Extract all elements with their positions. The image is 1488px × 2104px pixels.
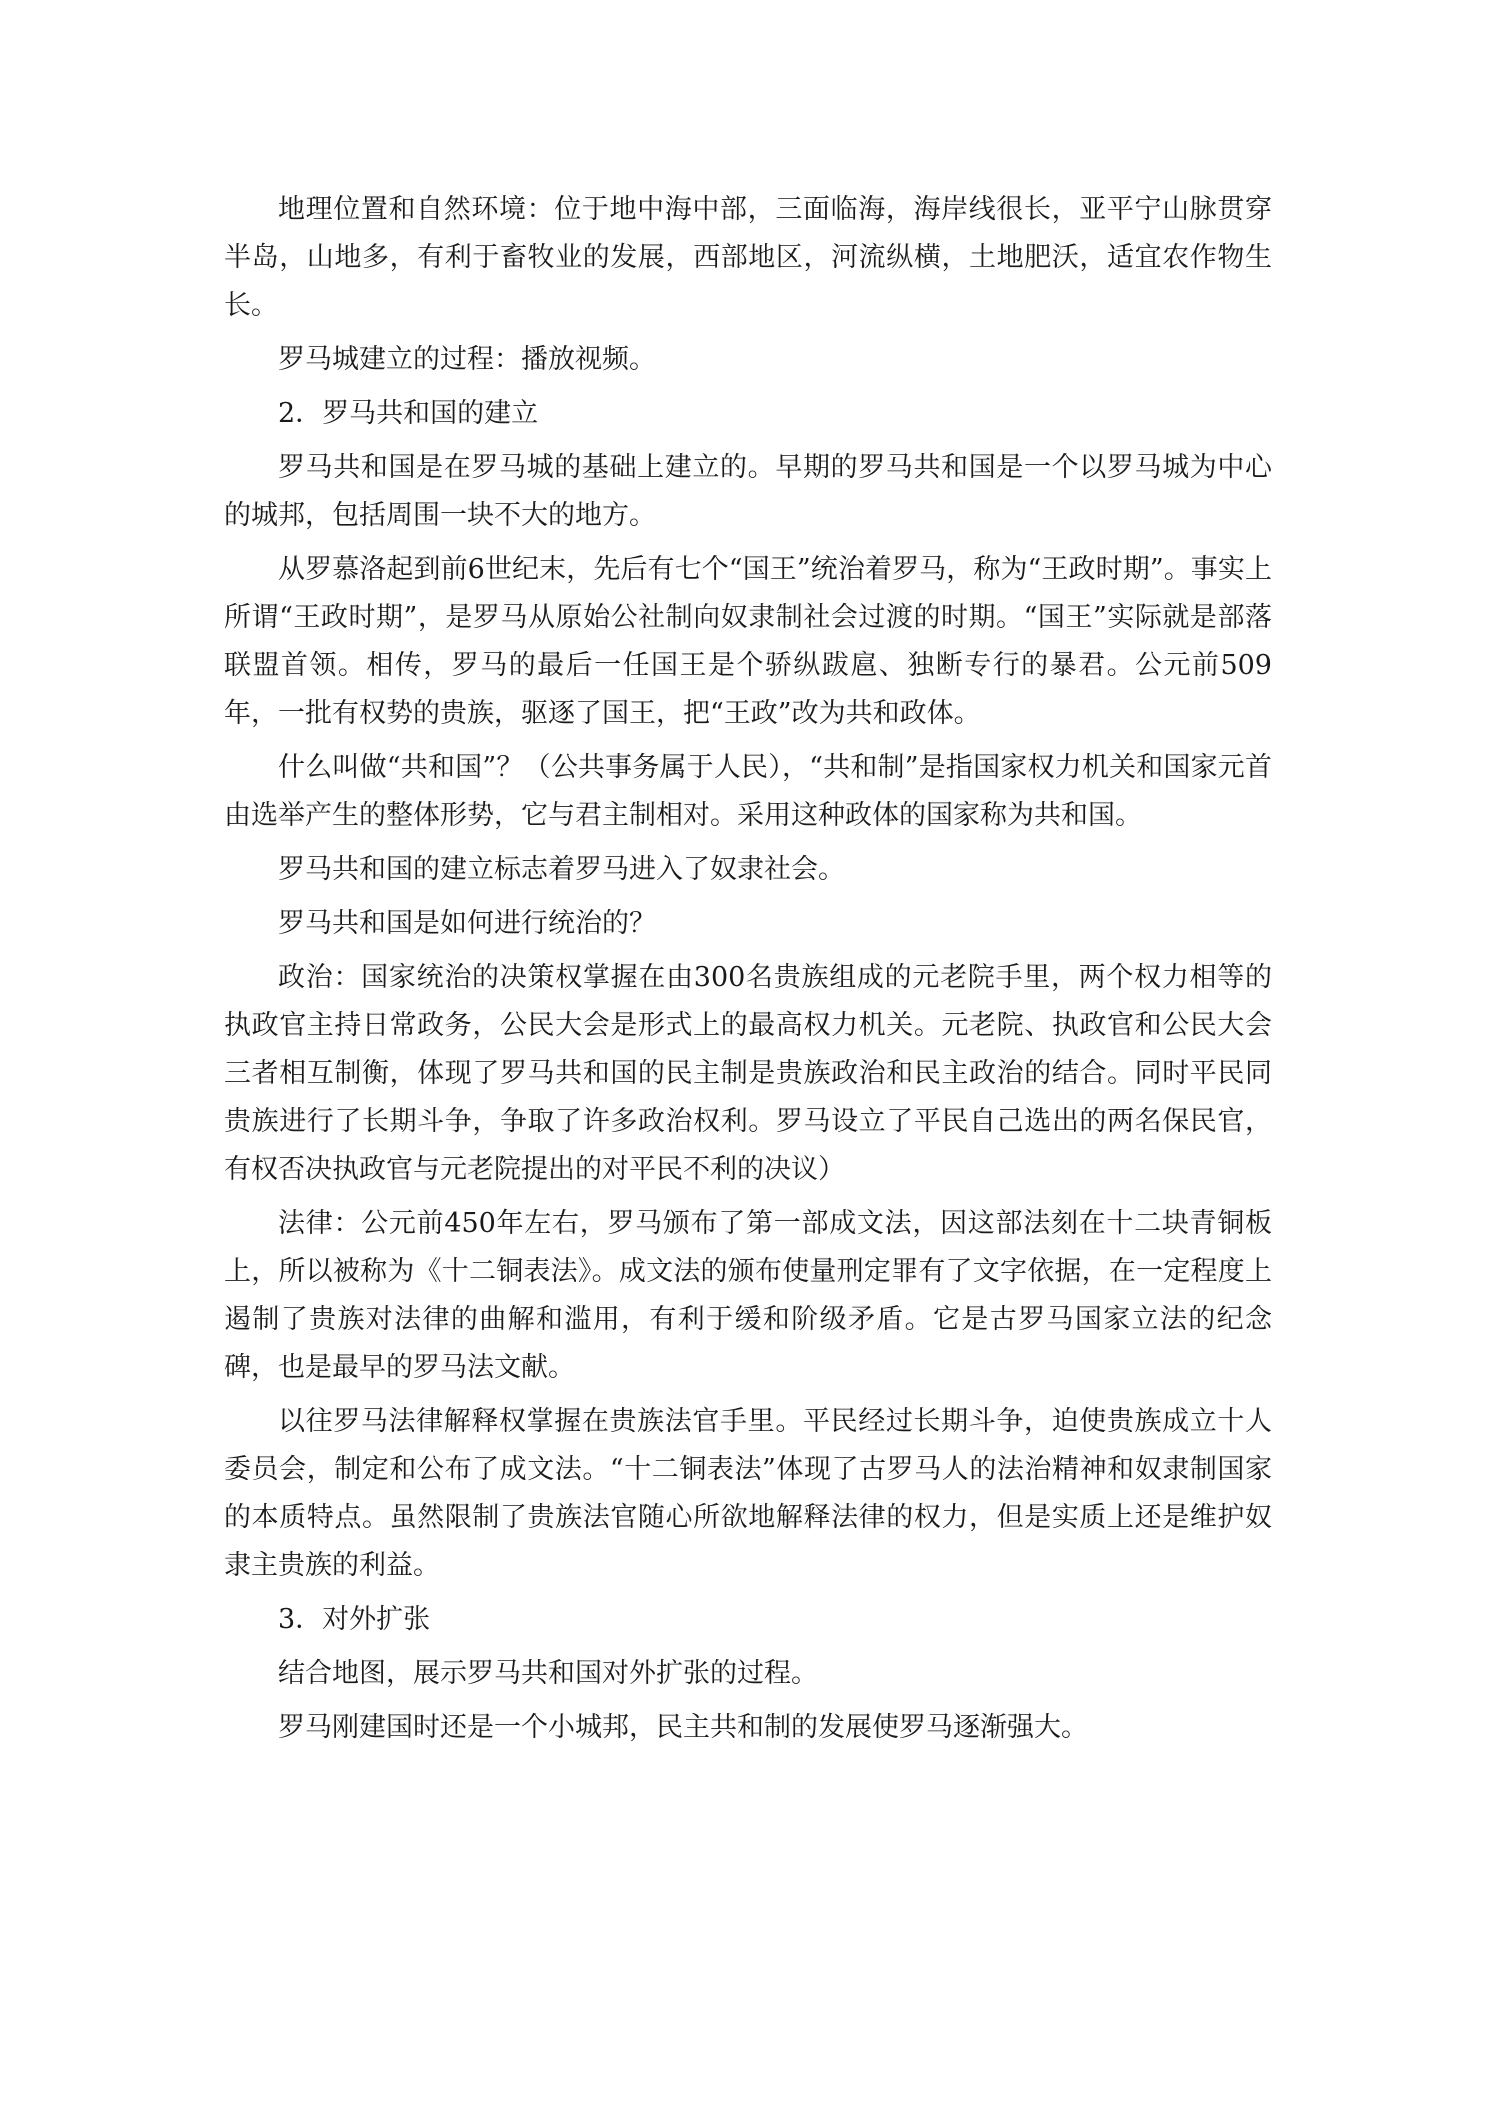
paragraph-slave-society: 罗马共和国的建立标志着罗马进入了奴隶社会。 xyxy=(278,854,845,885)
paragraph-map-expansion: 结合地图，展示罗马共和国对外扩张的过程。 xyxy=(278,1658,818,1689)
paragraph-law: 法律：公元前450年左右，罗马颁布了第一部成文法，因这部法刻在十二块青铜板上，所以被称为《十二铜表法》。成文法的颁布使量刑定罪有了文字依据，在一定程度上遏制了贵族对法律的曲解和滥用，有利于缓和阶级矛盾。它是古罗马国家立法的纪念碑，也是最早的罗马法文献。 xyxy=(224,1208,1272,1383)
paragraph-politics: 政治：国家统治的决策权掌握在由300名贵族组成的元老院手里，两个权力相等的执政官主持日常政务，公民大会是形式上的最高权力机关。元老院、执政官和公民大会三者相互制衡，体现了罗马共和国的民主制是贵族政治和民主政治的结合。同时平民同贵族进行了长期斗争，争取了许多政治权利。罗马设立了平民自己选出的两名保民官，有权否决执政官与元老院提出的对平民不利的决议） xyxy=(224,962,1272,1185)
paragraph-republic-origin: 罗马共和国是在罗马城的基础上建立的。早期的罗马共和国是一个以罗马城为中心的城邦，包括周围一块不大的地方。 xyxy=(224,452,1272,531)
section-heading-republic: 2．罗马共和国的建立 xyxy=(278,398,539,429)
section-heading-expansion: 3．对外扩张 xyxy=(278,1604,431,1635)
paragraph-geography: 地理位置和自然环境：位于地中海中部，三面临海，海岸线很长，亚平宁山脉贯穿半岛，山地多，有利于畜牧业的发展，西部地区，河流纵横，土地肥沃，适宜农作物生长。 xyxy=(224,194,1272,321)
paragraph-law-interpretation: 以往罗马法律解释权掌握在贵族法官手里。平民经过长期斗争，迫使贵族成立十人委员会，制定和公布了成文法。“十二铜表法”体现了古罗马人的法治精神和奴隶制国家的本质特点。虽然限制了贵族法官随心所欲地解释法律的权力，但是实质上还是维护奴隶主贵族的利益。 xyxy=(224,1406,1272,1581)
paragraph-city-state-growth: 罗马刚建国时还是一个小城邦，民主共和制的发展使罗马逐渐强大。 xyxy=(278,1712,1088,1743)
paragraph-city-founding: 罗马城建立的过程：播放视频。 xyxy=(278,344,656,375)
paragraph-governance-question: 罗马共和国是如何进行统治的？ xyxy=(278,908,656,939)
document-body xyxy=(224,186,1272,1758)
paragraph-kingdom-period: 从罗慕洛起到前6世纪末，先后有七个“国王”统治着罗马，称为“王政时期”。事实上所谓“王政时期”，是罗马从原始公社制向奴隶制社会过渡的时期。“国王”实际就是部落联盟首领。相传，罗马的最后一任国王是个骄纵跋扈、独断专行的暴君。公元前509年，一批有权势的贵族，驱逐了国王，把“王政”改为共和政体。 xyxy=(224,554,1272,729)
paragraph-republic-definition: 什么叫做“共和国”？（公共事务属于人民），“共和制”是指国家权力机关和国家元首由选举产生的整体形势，它与君主制相对。采用这种政体的国家称为共和国。 xyxy=(224,752,1272,831)
